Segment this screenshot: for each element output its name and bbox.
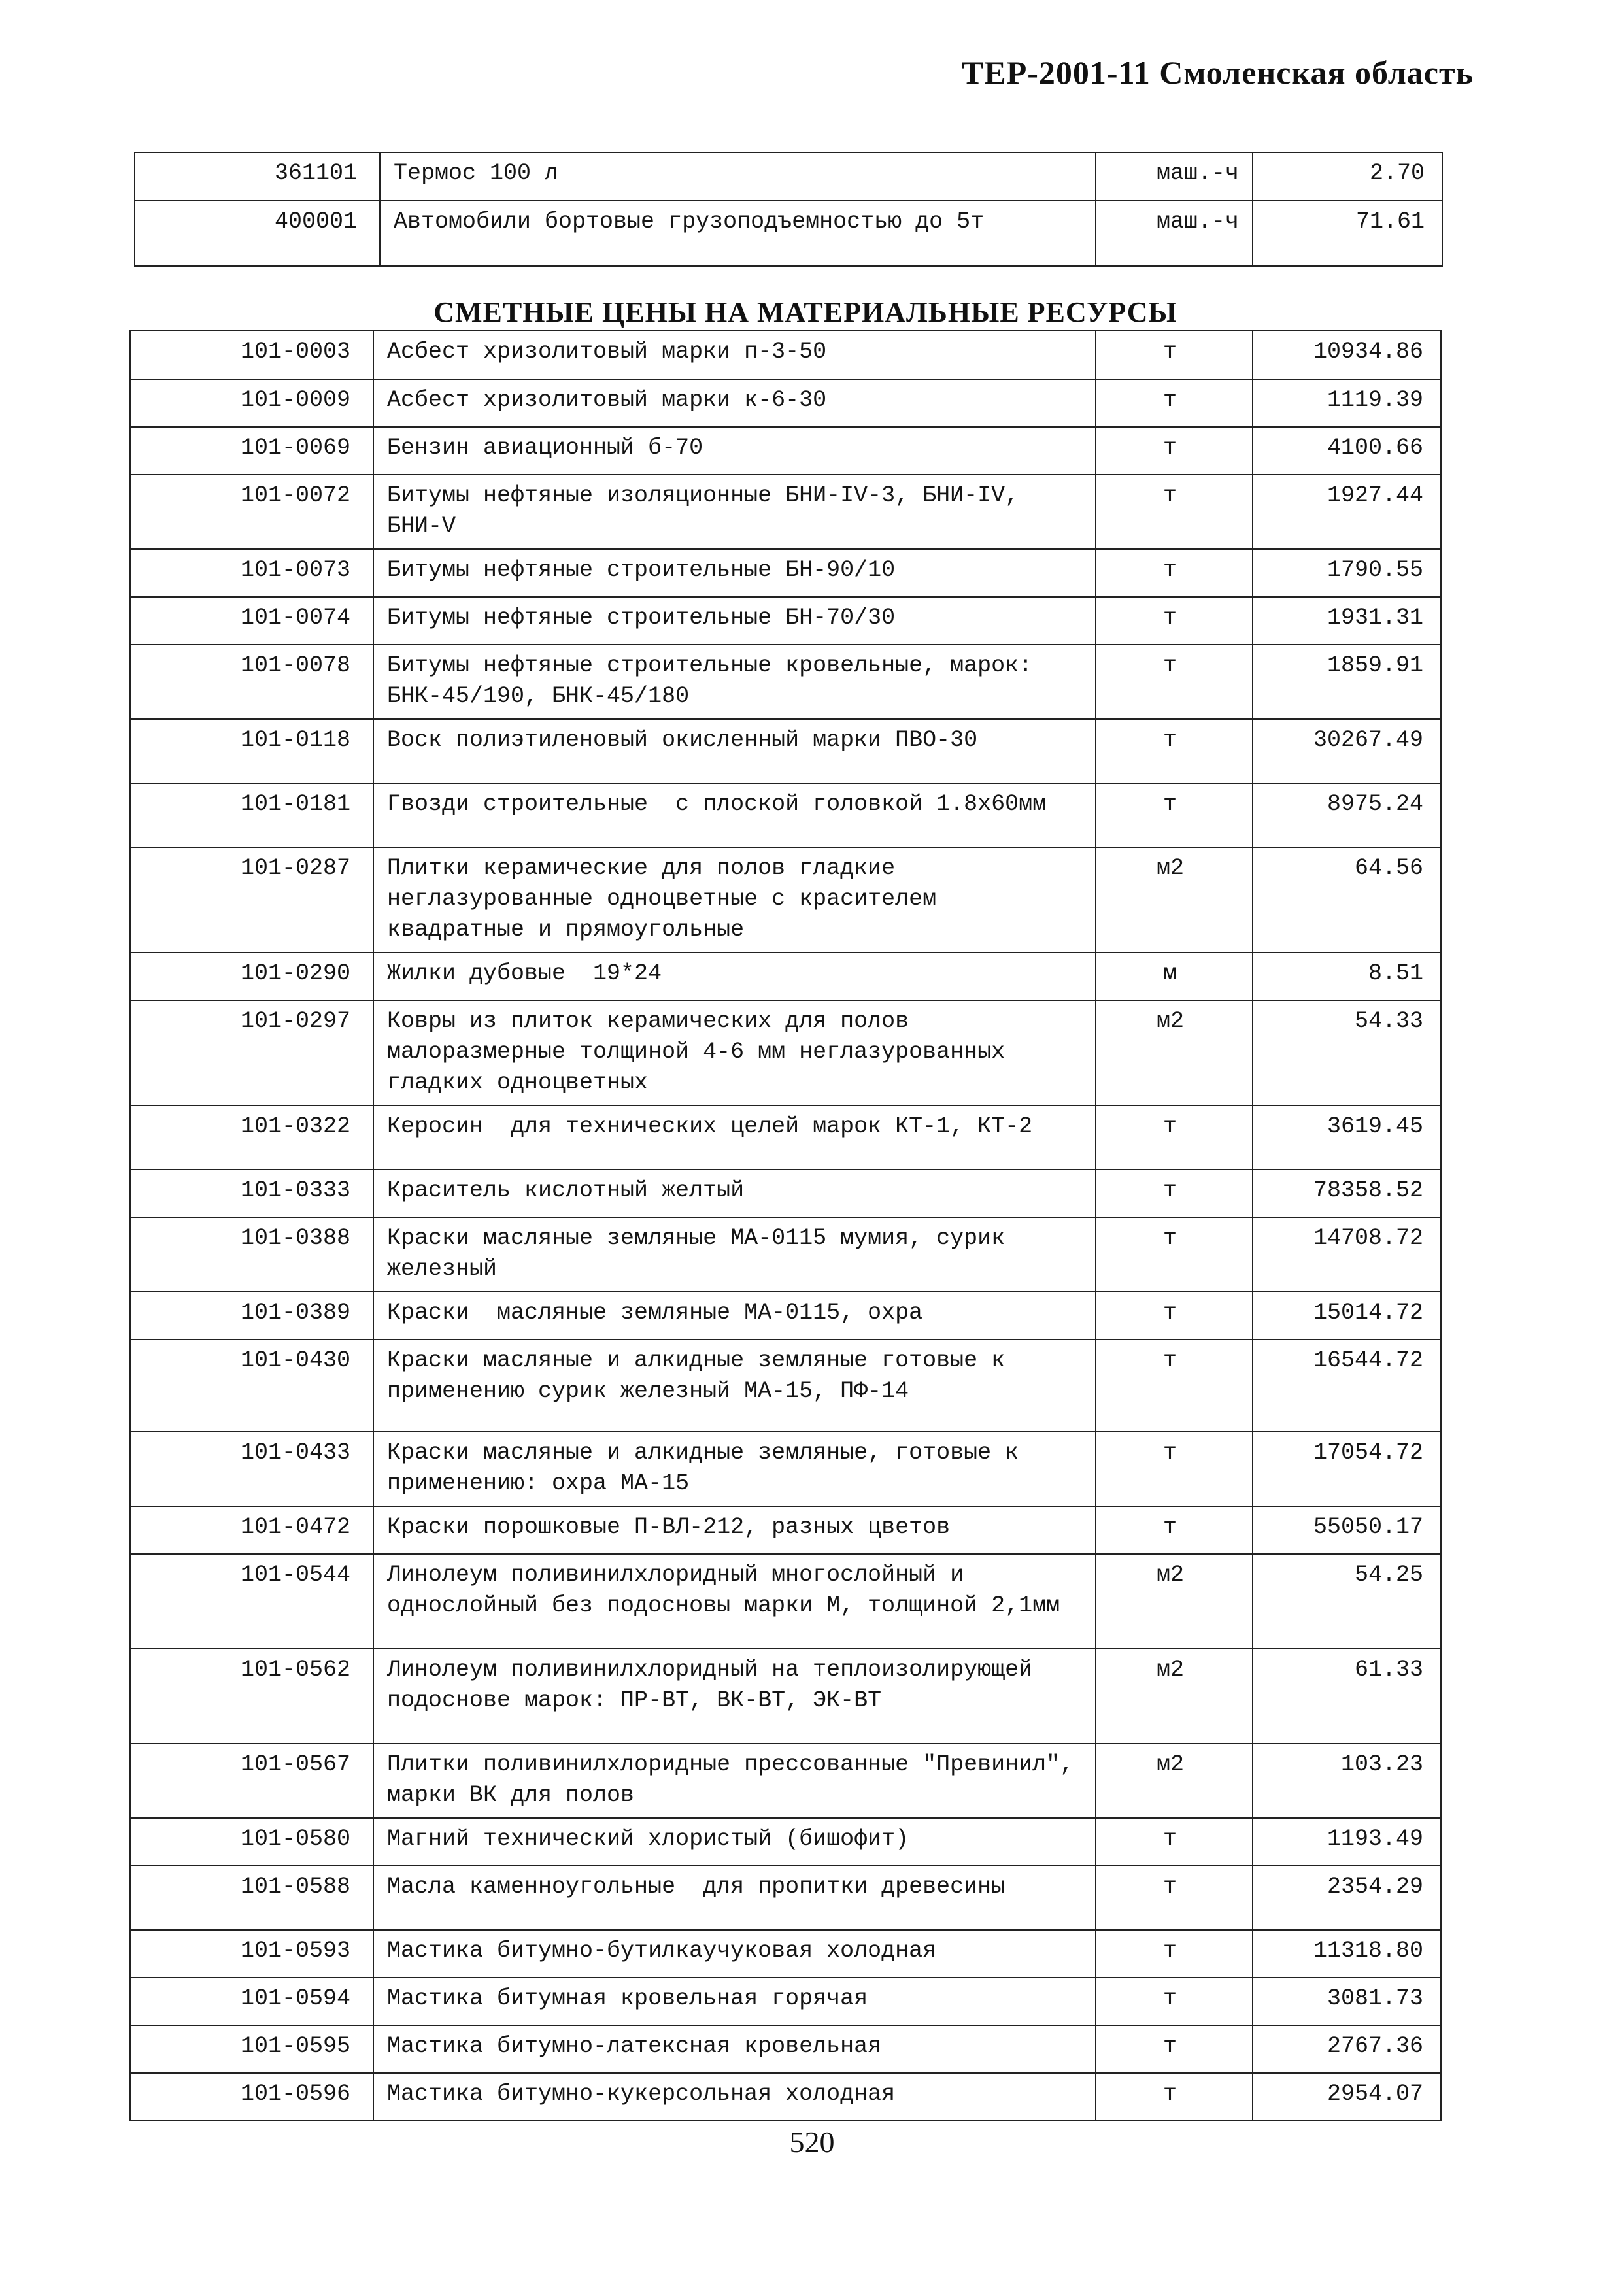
unit-price: 1119.39 <box>1253 379 1441 427</box>
resource-name: Воск полиэтиленовый окисленный марки ПВО-30 <box>373 719 1096 783</box>
unit-of-measure: т <box>1096 379 1253 427</box>
resource-name: Ковры из плиток керамических для полов малоразмерные толщиной 4-6 мм неглазурованных гладких одноцветных <box>373 1000 1096 1105</box>
unit-price: 2767.36 <box>1253 2025 1441 2073</box>
table-row <box>130 379 1441 427</box>
unit-price: 1790.55 <box>1253 549 1441 597</box>
table-row <box>130 2025 1441 2073</box>
resource-code: 101-0287 <box>130 847 373 953</box>
resource-name: Мастика битумно-бутилкаучуковая холодная <box>373 1930 1096 1978</box>
resource-code: 101-0009 <box>130 379 373 427</box>
resource-code: 101-0074 <box>130 597 373 645</box>
unit-price: 2354.29 <box>1253 1866 1441 1930</box>
resource-name: Бензин авиационный б-70 <box>373 427 1096 475</box>
unit-price: 8.51 <box>1253 953 1441 1000</box>
unit-of-measure: т <box>1096 1506 1253 1554</box>
unit-of-measure: т <box>1096 1818 1253 1866</box>
unit-of-measure: т <box>1096 1978 1253 2025</box>
table-row <box>130 847 1441 953</box>
unit-price: 10934.86 <box>1253 331 1441 379</box>
unit-of-measure: т <box>1096 1432 1253 1506</box>
unit-of-measure: т <box>1096 2073 1253 2121</box>
table-row <box>130 1649 1441 1744</box>
resource-code: 101-0594 <box>130 1978 373 2025</box>
unit-price: 61.33 <box>1253 1649 1441 1744</box>
resource-name: Битумы нефтяные строительные БН-90/10 <box>373 549 1096 597</box>
unit-price: 103.23 <box>1253 1744 1441 1818</box>
resource-code: 101-0472 <box>130 1506 373 1554</box>
resource-name: Плитки керамические для полов гладкие неглазурованные одноцветные с красителем квадратные и прямоугольные <box>373 847 1096 953</box>
resource-name: Асбест хризолитовый марки к-6-30 <box>373 379 1096 427</box>
resource-code: 400001 <box>135 201 380 266</box>
table-row <box>130 427 1441 475</box>
unit-price: 71.61 <box>1253 201 1442 266</box>
resource-code: 101-0072 <box>130 475 373 549</box>
unit-price: 2.70 <box>1253 152 1442 201</box>
resource-code: 101-0388 <box>130 1217 373 1292</box>
unit-price: 1859.91 <box>1253 645 1441 719</box>
unit-price: 1193.49 <box>1253 1818 1441 1866</box>
unit-of-measure: м <box>1096 953 1253 1000</box>
table-row <box>130 1866 1441 1930</box>
unit-of-measure: т <box>1096 1170 1253 1217</box>
resource-name: Керосин для технических целей марок КТ-1, КТ-2 <box>373 1105 1096 1170</box>
resource-name: Автомобили бортовые грузоподъемностью до 5т <box>380 201 1096 266</box>
resource-code: 101-0290 <box>130 953 373 1000</box>
resource-name: Асбест хризолитовый марки п-3-50 <box>373 331 1096 379</box>
unit-price: 17054.72 <box>1253 1432 1441 1506</box>
unit-price: 30267.49 <box>1253 719 1441 783</box>
unit-price: 3081.73 <box>1253 1978 1441 2025</box>
unit-of-measure: т <box>1096 549 1253 597</box>
resource-code: 101-0073 <box>130 549 373 597</box>
unit-of-measure: м2 <box>1096 1554 1253 1649</box>
unit-of-measure: т <box>1096 2025 1253 2073</box>
resource-code: 361101 <box>135 152 380 201</box>
unit-price: 3619.45 <box>1253 1105 1441 1170</box>
page-number: 520 <box>789 2125 835 2159</box>
table-row <box>130 1432 1441 1506</box>
resource-name: Масла каменноугольные для пропитки древесины <box>373 1866 1096 1930</box>
table-row <box>130 597 1441 645</box>
resource-name: Битумы нефтяные строительные БН-70/30 <box>373 597 1096 645</box>
resource-name: Жилки дубовые 19*24 <box>373 953 1096 1000</box>
page-header-title: ТЕР-2001-11 Смоленская область <box>962 54 1474 91</box>
unit-price: 14708.72 <box>1253 1217 1441 1292</box>
table-row <box>130 549 1441 597</box>
table-row <box>130 1818 1441 1866</box>
table-row <box>130 1105 1441 1170</box>
unit-of-measure: т <box>1096 331 1253 379</box>
resource-code: 101-0181 <box>130 783 373 847</box>
resource-code: 101-0562 <box>130 1649 373 1744</box>
table-row <box>130 719 1441 783</box>
table-row <box>130 783 1441 847</box>
unit-of-measure: т <box>1096 1105 1253 1170</box>
resource-code: 101-0069 <box>130 427 373 475</box>
table-row <box>130 1978 1441 2025</box>
resource-code: 101-0580 <box>130 1818 373 1866</box>
resource-code: 101-0596 <box>130 2073 373 2121</box>
unit-price: 55050.17 <box>1253 1506 1441 1554</box>
unit-of-measure: т <box>1096 475 1253 549</box>
unit-of-measure: т <box>1096 427 1253 475</box>
unit-price: 54.25 <box>1253 1554 1441 1649</box>
resource-code: 101-0544 <box>130 1554 373 1649</box>
resource-code: 101-0433 <box>130 1432 373 1506</box>
unit-of-measure: т <box>1096 783 1253 847</box>
resource-name: Термос 100 л <box>380 152 1096 201</box>
table-row <box>130 1930 1441 1978</box>
resource-name: Краски масляные земляные МА-0115 мумия, сурик железный <box>373 1217 1096 1292</box>
unit-price: 16544.72 <box>1253 1340 1441 1432</box>
unit-price: 15014.72 <box>1253 1292 1441 1340</box>
unit-of-measure: м2 <box>1096 1649 1253 1744</box>
resource-name: Мастика битумная кровельная горячая <box>373 1978 1096 2025</box>
resource-code: 101-0430 <box>130 1340 373 1432</box>
unit-of-measure: т <box>1096 1217 1253 1292</box>
resource-code: 101-0003 <box>130 331 373 379</box>
machines-table <box>134 152 1443 267</box>
resource-code: 101-0389 <box>130 1292 373 1340</box>
unit-of-measure: т <box>1096 1340 1253 1432</box>
resource-code: 101-0567 <box>130 1744 373 1818</box>
unit-price: 1931.31 <box>1253 597 1441 645</box>
resource-name: Краски порошковые П-ВЛ-212, разных цветов <box>373 1506 1096 1554</box>
resource-code: 101-0333 <box>130 1170 373 1217</box>
unit-price: 78358.52 <box>1253 1170 1441 1217</box>
resource-name: Плитки поливинилхлоридные прессованные "Превинил", марки ВК для полов <box>373 1744 1096 1818</box>
unit-price: 8975.24 <box>1253 783 1441 847</box>
table-row <box>130 1000 1441 1105</box>
unit-of-measure: т <box>1096 645 1253 719</box>
table-row <box>130 1506 1441 1554</box>
unit-of-measure: т <box>1096 597 1253 645</box>
table-row <box>130 331 1441 379</box>
table-row <box>130 1554 1441 1649</box>
resource-code: 101-0078 <box>130 645 373 719</box>
unit-of-measure: м2 <box>1096 1744 1253 1818</box>
resource-code: 101-0595 <box>130 2025 373 2073</box>
resource-name: Мастика битумно-латексная кровельная <box>373 2025 1096 2073</box>
unit-of-measure: т <box>1096 719 1253 783</box>
resource-code: 101-0588 <box>130 1866 373 1930</box>
table-row <box>130 1292 1441 1340</box>
resource-code: 101-0297 <box>130 1000 373 1105</box>
table-row <box>130 953 1441 1000</box>
unit-of-measure: т <box>1096 1292 1253 1340</box>
table-row <box>130 2073 1441 2121</box>
unit-price: 64.56 <box>1253 847 1441 953</box>
resource-name: Краски масляные земляные МА-0115, охра <box>373 1292 1096 1340</box>
resource-name: Мастика битумно-кукерсольная холодная <box>373 2073 1096 2121</box>
materials-table <box>129 330 1442 2121</box>
unit-of-measure: м2 <box>1096 1000 1253 1105</box>
table-row <box>130 1170 1441 1217</box>
resource-name: Битумы нефтяные строительные кровельные, марок: БНК-45/190, БНК-45/180 <box>373 645 1096 719</box>
table-row <box>135 152 1442 201</box>
resource-name: Краски масляные и алкидные земляные готовые к применению сурик железный МА-15, ПФ-14 <box>373 1340 1096 1432</box>
table-row <box>130 1744 1441 1818</box>
table-row <box>130 645 1441 719</box>
resource-name: Гвозди строительные с плоской головкой 1.8х60мм <box>373 783 1096 847</box>
resource-name: Линолеум поливинилхлоридный многослойный и однослойный без подосновы марки М, толщиной 2,1мм <box>373 1554 1096 1649</box>
table-row <box>135 201 1442 266</box>
unit-of-measure: маш.-ч <box>1096 152 1253 201</box>
table-row <box>130 1340 1441 1432</box>
unit-price: 4100.66 <box>1253 427 1441 475</box>
table-row <box>130 475 1441 549</box>
unit-price: 2954.07 <box>1253 2073 1441 2121</box>
resource-code: 101-0118 <box>130 719 373 783</box>
resource-name: Битумы нефтяные изоляционные БНИ-IV-3, БНИ-IV, БНИ-V <box>373 475 1096 549</box>
unit-price: 11318.80 <box>1253 1930 1441 1978</box>
resource-code: 101-0593 <box>130 1930 373 1978</box>
section-title: СМЕТНЫЕ ЦЕНЫ НА МАТЕРИАЛЬНЫЕ РЕСУРСЫ <box>433 296 1177 328</box>
resource-code: 101-0322 <box>130 1105 373 1170</box>
unit-price: 1927.44 <box>1253 475 1441 549</box>
unit-of-measure: т <box>1096 1930 1253 1978</box>
unit-of-measure: м2 <box>1096 847 1253 953</box>
table-row <box>130 1217 1441 1292</box>
resource-name: Линолеум поливинилхлоридный на теплоизолирующей подоснове марок: ПР-ВТ, ВК-ВТ, ЭК-ВТ <box>373 1649 1096 1744</box>
unit-price: 54.33 <box>1253 1000 1441 1105</box>
resource-name: Краски масляные и алкидные земляные, готовые к применению: охра МА-15 <box>373 1432 1096 1506</box>
resource-name: Краситель кислотный желтый <box>373 1170 1096 1217</box>
unit-of-measure: маш.-ч <box>1096 201 1253 266</box>
unit-of-measure: т <box>1096 1866 1253 1930</box>
resource-name: Магний технический хлористый (бишофит) <box>373 1818 1096 1866</box>
